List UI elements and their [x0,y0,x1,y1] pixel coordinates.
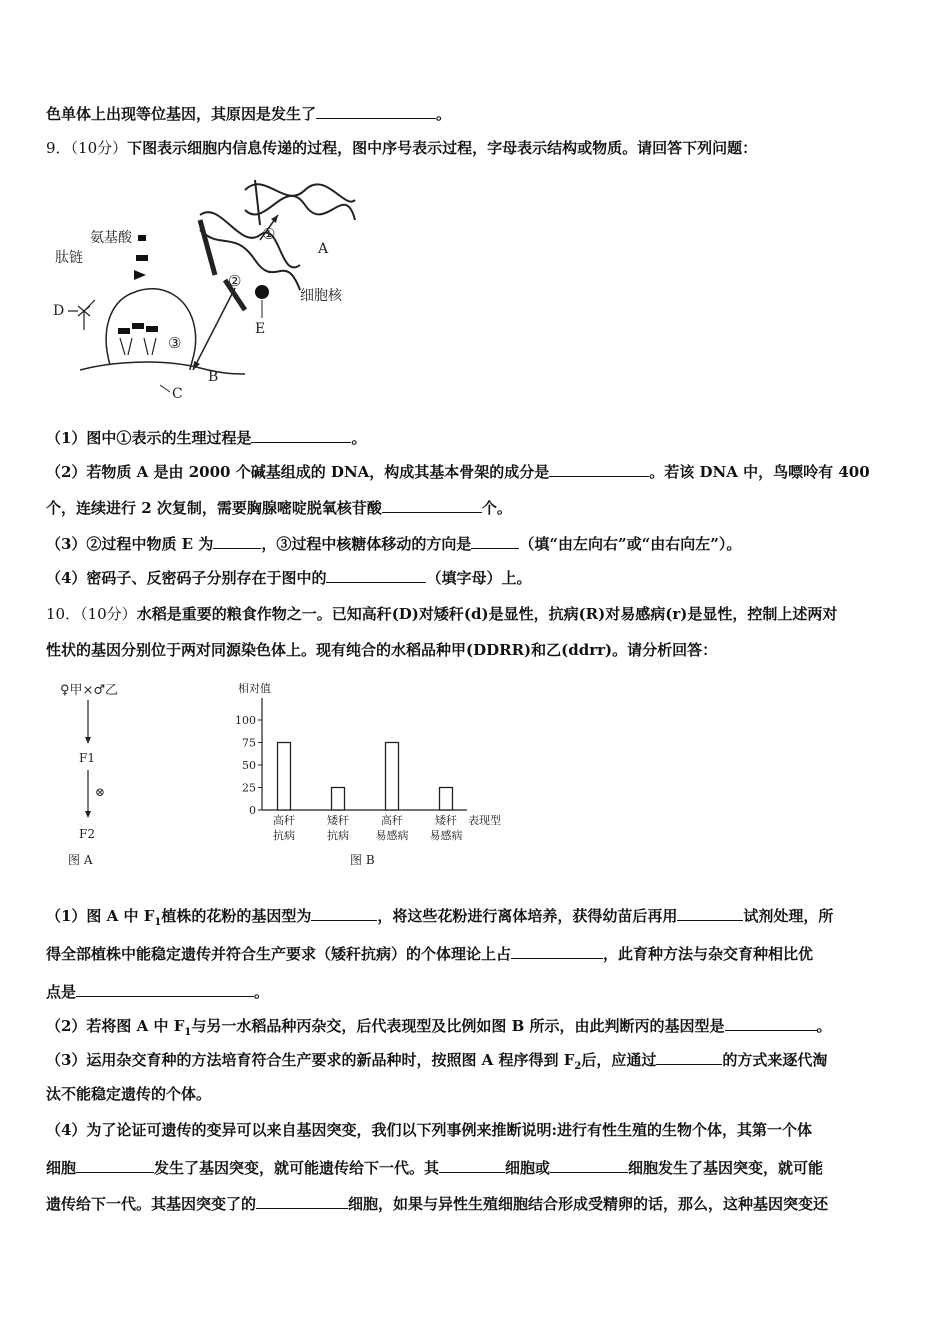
q10-sub1: （1）图 A 中 $F_1$植株的花粉的基因型为 ，将这些花粉进行离体培养，获得幼苗后再用 试剂处理，所 [46,907,834,928]
q10-sub4-cont2: 遗传给下一代。其基因突变了的 细胞，如果与异性生殖细胞结合形成受精卵的话，那么，这种基因突变还 [46,1195,829,1213]
answer-blank[interactable] [316,104,436,119]
q9-sub2: （2）若物质 A 是由 2000 个碱基组成的 DNA，构成其基本骨架的成分是 。若该 DNA 中，鸟嘌呤有 400 [46,463,870,481]
answer-blank[interactable] [251,428,351,443]
figure-B-bar-chart [228,680,528,872]
q10-sub1-cont2: 点是 。 [46,983,270,1001]
q9-stem [46,138,910,158]
y-tick-label: 75 [242,736,256,750]
amino-acid-block [136,255,148,261]
arrow-1-head [271,215,278,223]
answer-blank[interactable] [256,1194,348,1209]
question-stem: 水稻是重要的粮食作物之一。已知高秆(D)对矮秆(d)是显性，抗病(R)对易感病(r)是显性，控制上述两对 [136,605,838,623]
answer-blank[interactable] [76,982,254,997]
q10-sub4: （4）为了论证可遗传的变异可以来自基因突变，我们以下列事例来推断说明:进行有性生殖的生物个体，其第一个体 [46,1121,812,1139]
q10-sub3-cont: 汰不能稳定遗传的个体。 [46,1085,212,1103]
y-axis-label: 相对值 [238,682,271,695]
q10-stem [46,604,910,624]
amino-acid-label: 氨基酸 [90,230,132,246]
nucleus-label: 细胞核 [300,288,342,304]
rna-polymerase-E [255,285,269,299]
question-stem: 下图表示细胞内信息传递的过程，图中序号表示过程，字母表示结构或物质。请回答下列问题： [127,139,758,157]
figure-A-cross-diagram [60,676,180,872]
answer-blank[interactable] [439,1158,505,1173]
question-score: （10分） [70,139,128,157]
process-1-label: ① [262,225,276,243]
answer-blank[interactable] [311,906,377,921]
answer-blank[interactable] [471,534,519,549]
arrow-head [85,737,91,744]
trna-D [68,300,95,330]
answer-blank[interactable] [213,534,261,549]
category-label: 矮秆 [435,814,457,827]
F2-label: F2 [79,827,95,841]
category-label: 易感病 [375,829,409,842]
amino-acid-block [134,270,146,280]
q9-translation-diagram [50,170,370,410]
peptide-chain-block [132,323,144,329]
dna-stub [255,180,260,225]
category-label: 高秆 [273,814,295,827]
q10-stem-cont: 性状的基因分别位于两对同源染色体上。现有纯合的水稻品种甲(DDRR)和乙(ddrr)。请分析回答： [46,641,718,659]
label-pointer-C [160,385,170,392]
q9-sub4: （4）密码子、反密码子分别存在于图中的 （填字母）上。 [46,569,532,587]
dna-strand-2 [245,196,355,220]
answer-blank[interactable] [725,1016,817,1031]
answer-blank[interactable] [549,462,649,477]
selfing-symbol: ⊗ [95,785,106,799]
label-B: B [208,369,219,385]
y-tick-label: 25 [242,781,256,795]
y-tick-label: 50 [242,759,256,772]
bar [386,743,399,811]
amino-acid-block [138,235,146,241]
x-axis-label: 表现型 [468,814,501,827]
q9-sub1: （1）图中①表示的生理过程是 。 [46,429,367,447]
question-number: 9． [46,139,71,157]
q10-sub2: （2）若将图 A 中 $F_1$与另一水稻品种丙杂交，后代表现型及比例如图 B 所示，由此判断丙的基因型是 。 [46,1017,832,1038]
label-D: D [53,303,65,319]
answer-blank[interactable] [677,906,743,921]
answer-blank[interactable] [550,1158,628,1173]
q9-sub2-cont: 个，连续进行 2 次复制，需要胸腺嘧啶脱氧核苷酸 个。 [46,499,512,517]
peptide-label: 肽链 [55,250,83,266]
process-2-label: ② [228,272,242,290]
answer-blank[interactable] [382,498,482,513]
category-label: 高秆 [381,814,403,827]
mrna-segment [200,220,215,275]
answer-blank[interactable] [326,568,426,583]
answer-blank[interactable] [76,1158,154,1173]
category-label: 易感病 [429,829,463,842]
answer-blank[interactable] [511,944,603,959]
category-label: 抗病 [273,829,295,842]
bar [332,788,345,811]
answer-blank[interactable] [656,1050,722,1065]
figure-B-caption: 图 B [350,853,375,867]
q8-tail-line: 色单体上出现等位基因，其原因是发生了 。 [46,105,452,123]
bar [278,743,291,811]
category-label: 矮秆 [327,814,349,827]
bar [440,788,453,811]
q8-tail-text: 色单体上出现等位基因，其原因是发生了 [46,105,317,123]
peptide-chain-block [118,328,130,334]
arrow-2 [193,288,235,370]
question-number: 10． [46,605,81,623]
F1-label: F1 [79,751,95,765]
q10-sub1-cont: 得全部植株中能稳定遗传并符合生产要求（矮秆抗病）的个体理论上占 ，此育种方法与杂交育种相比优 [46,945,814,963]
label-C: C [172,386,183,402]
arrow-2-head [193,361,200,370]
arrow-head [85,811,91,818]
peptide-chain-block [146,326,158,332]
mrna-B [80,362,245,374]
trna-ribosome [120,338,156,355]
label-A: A [318,241,329,257]
cross-label: ♀甲×♂乙 [60,683,119,698]
figure-A-caption: 图 A [68,853,93,867]
q10-sub4-cont: 细胞 发生了基因突变，就可能遗传给下一代。其 细胞或 细胞发生了基因突变，就可能 [46,1159,824,1177]
question-score: （10分） [80,605,137,623]
y-tick-label: 100 [235,714,256,727]
label-E: E [255,321,266,337]
q9-sub3: （3）②过程中物质 E 为 ，③过程中核糖体移动的方向是 （填“由左向右”或“由右向左”）。 [46,535,742,553]
q10-sub3: （3）运用杂交育种的方法培育符合生产要求的新品种时，按照图 A 程序得到 $F_2$后，应通过 的方式来逐代淘 [46,1051,828,1072]
process-3-label: ③ [168,334,182,352]
y-tick-label: 0 [249,804,256,817]
category-label: 抗病 [327,829,349,842]
